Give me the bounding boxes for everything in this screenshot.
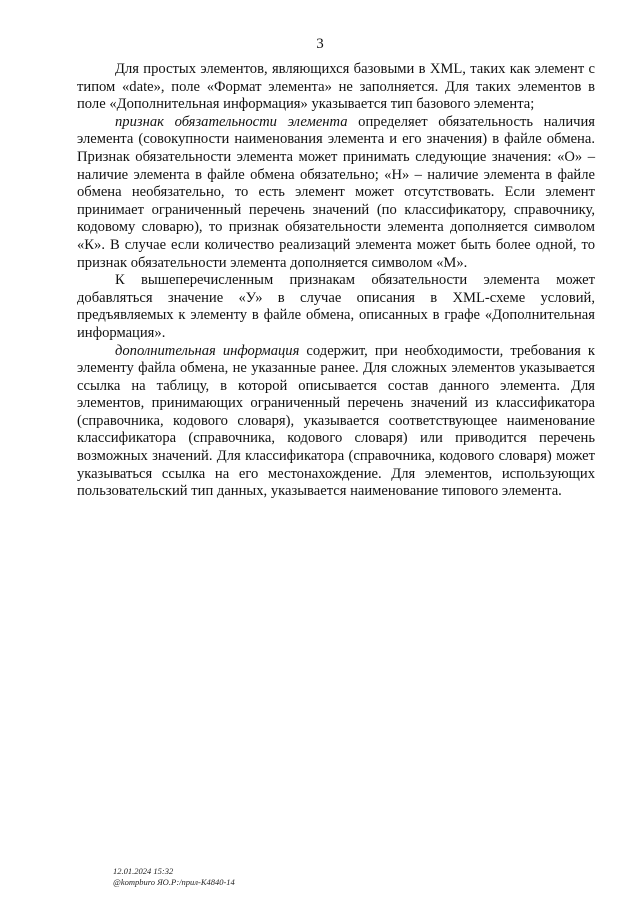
footer-reference: @kompburo ЯО.Р:/прил-К4840-14 [113,877,235,887]
page-number: 3 [316,36,324,52]
paragraph-additional-info [77,343,595,501]
paragraph-text: определяет обязательность наличия элемента (совокупности наименования элемента и его значения) в файле обмена. Признак обязательности элемента может принимать следующие значения: «О» – наличие элемента в файле обмена обязательно; «Н» – наличие элемента в файле обмена необязательно, то есть элемент может отсутствовать. Если элемент принимает ограниченный перечень значений (по классификатору, справочнику, кодовому словарю), то признак обязательности элемента дополняется символом «К». В случае если количество реализаций элемента может быть более одной, то признак обязательности элемента дополняется символом «М». [77,113,595,271]
paragraph-additional-value [77,272,595,342]
paragraph-text: Для простых элементов, являющихся базовыми в XML, таких как элемент с типом «date», поле «Формат элемента» не заполняется. Для таких элементов в поле «Дополнительная информация» указывается тип базового элемента; [77,61,595,113]
term-obligation-attribute: признак обязательности элемента [115,113,348,130]
paragraph-obligation-attribute [77,114,595,272]
paragraph-text: содержит, при необходимости, требования к элементу файла обмена, не указанные ранее. Для сложных элементов указывается ссылка на таблицу, в которой описывается состав данного элемента. Для элементов, принимающих ограниченный перечень значений из классификатора (справочника, кодового словаря), указывается соответствующее наименование классификатора (справочника, кодового словаря) или приводится перечень возможных значений. Для классификатора (справочника, кодового словаря) может указываться ссылка на его местонахождение. Для элементов, использующих пользовательский тип данных, указывается наименование типового элемента. [77,342,596,500]
paragraph-text: К вышеперечисленным признакам обязательности элемента может добавляться значение «У» в случае описания в XML-схеме условий, предъявляемых к элементу в файле обмена, описанных в графе «Дополнительная информация». [77,272,595,341]
paragraph-simple-elements [77,61,595,114]
term-additional-info: дополнительная информация [115,342,300,359]
document-body [77,61,595,501]
footer-timestamp: 12.01.2024 15:32 [113,866,174,876]
document-footer [113,866,235,888]
